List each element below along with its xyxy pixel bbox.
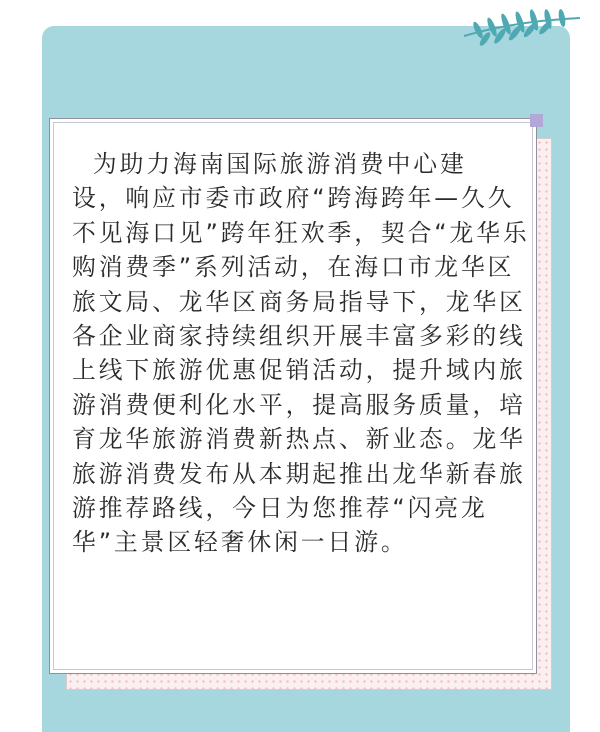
text-line: 游推荐路线，今日为您推荐“闪亮龙 [72, 494, 488, 523]
text-line: 各企业商家持续组织开展丰富多彩的线 [72, 322, 526, 351]
leaf-branch-icon [458, 2, 600, 48]
text-line: 游消费便利化水平，提高服务质量，培 [72, 390, 526, 419]
text-line: 购消费季”系列活动，在海口市龙华区 [72, 253, 515, 282]
text-line: 不见海口见”跨年狂欢季，契合“龙华乐 [72, 218, 530, 247]
text-line: 华”主景区轻奢休闲一日游。 [72, 528, 408, 557]
text-line: 旅文局、龙华区商务局指导下，龙华区 [72, 287, 526, 316]
article-body [72, 147, 530, 560]
text-line: 旅游消费发布从本期起推出龙华新春旅 [72, 459, 526, 488]
text-line: 设，响应市委市政府“跨海跨年—久久 [72, 184, 515, 213]
text-line: 育龙华旅游消费新热点、新业态。龙华 [72, 425, 526, 454]
text-line: 为助力海南国际旅游消费中心建 [72, 150, 467, 178]
text-line: 上线下旅游优惠促销活动，提升域内旅 [72, 356, 526, 385]
corner-accent-square [530, 114, 543, 127]
